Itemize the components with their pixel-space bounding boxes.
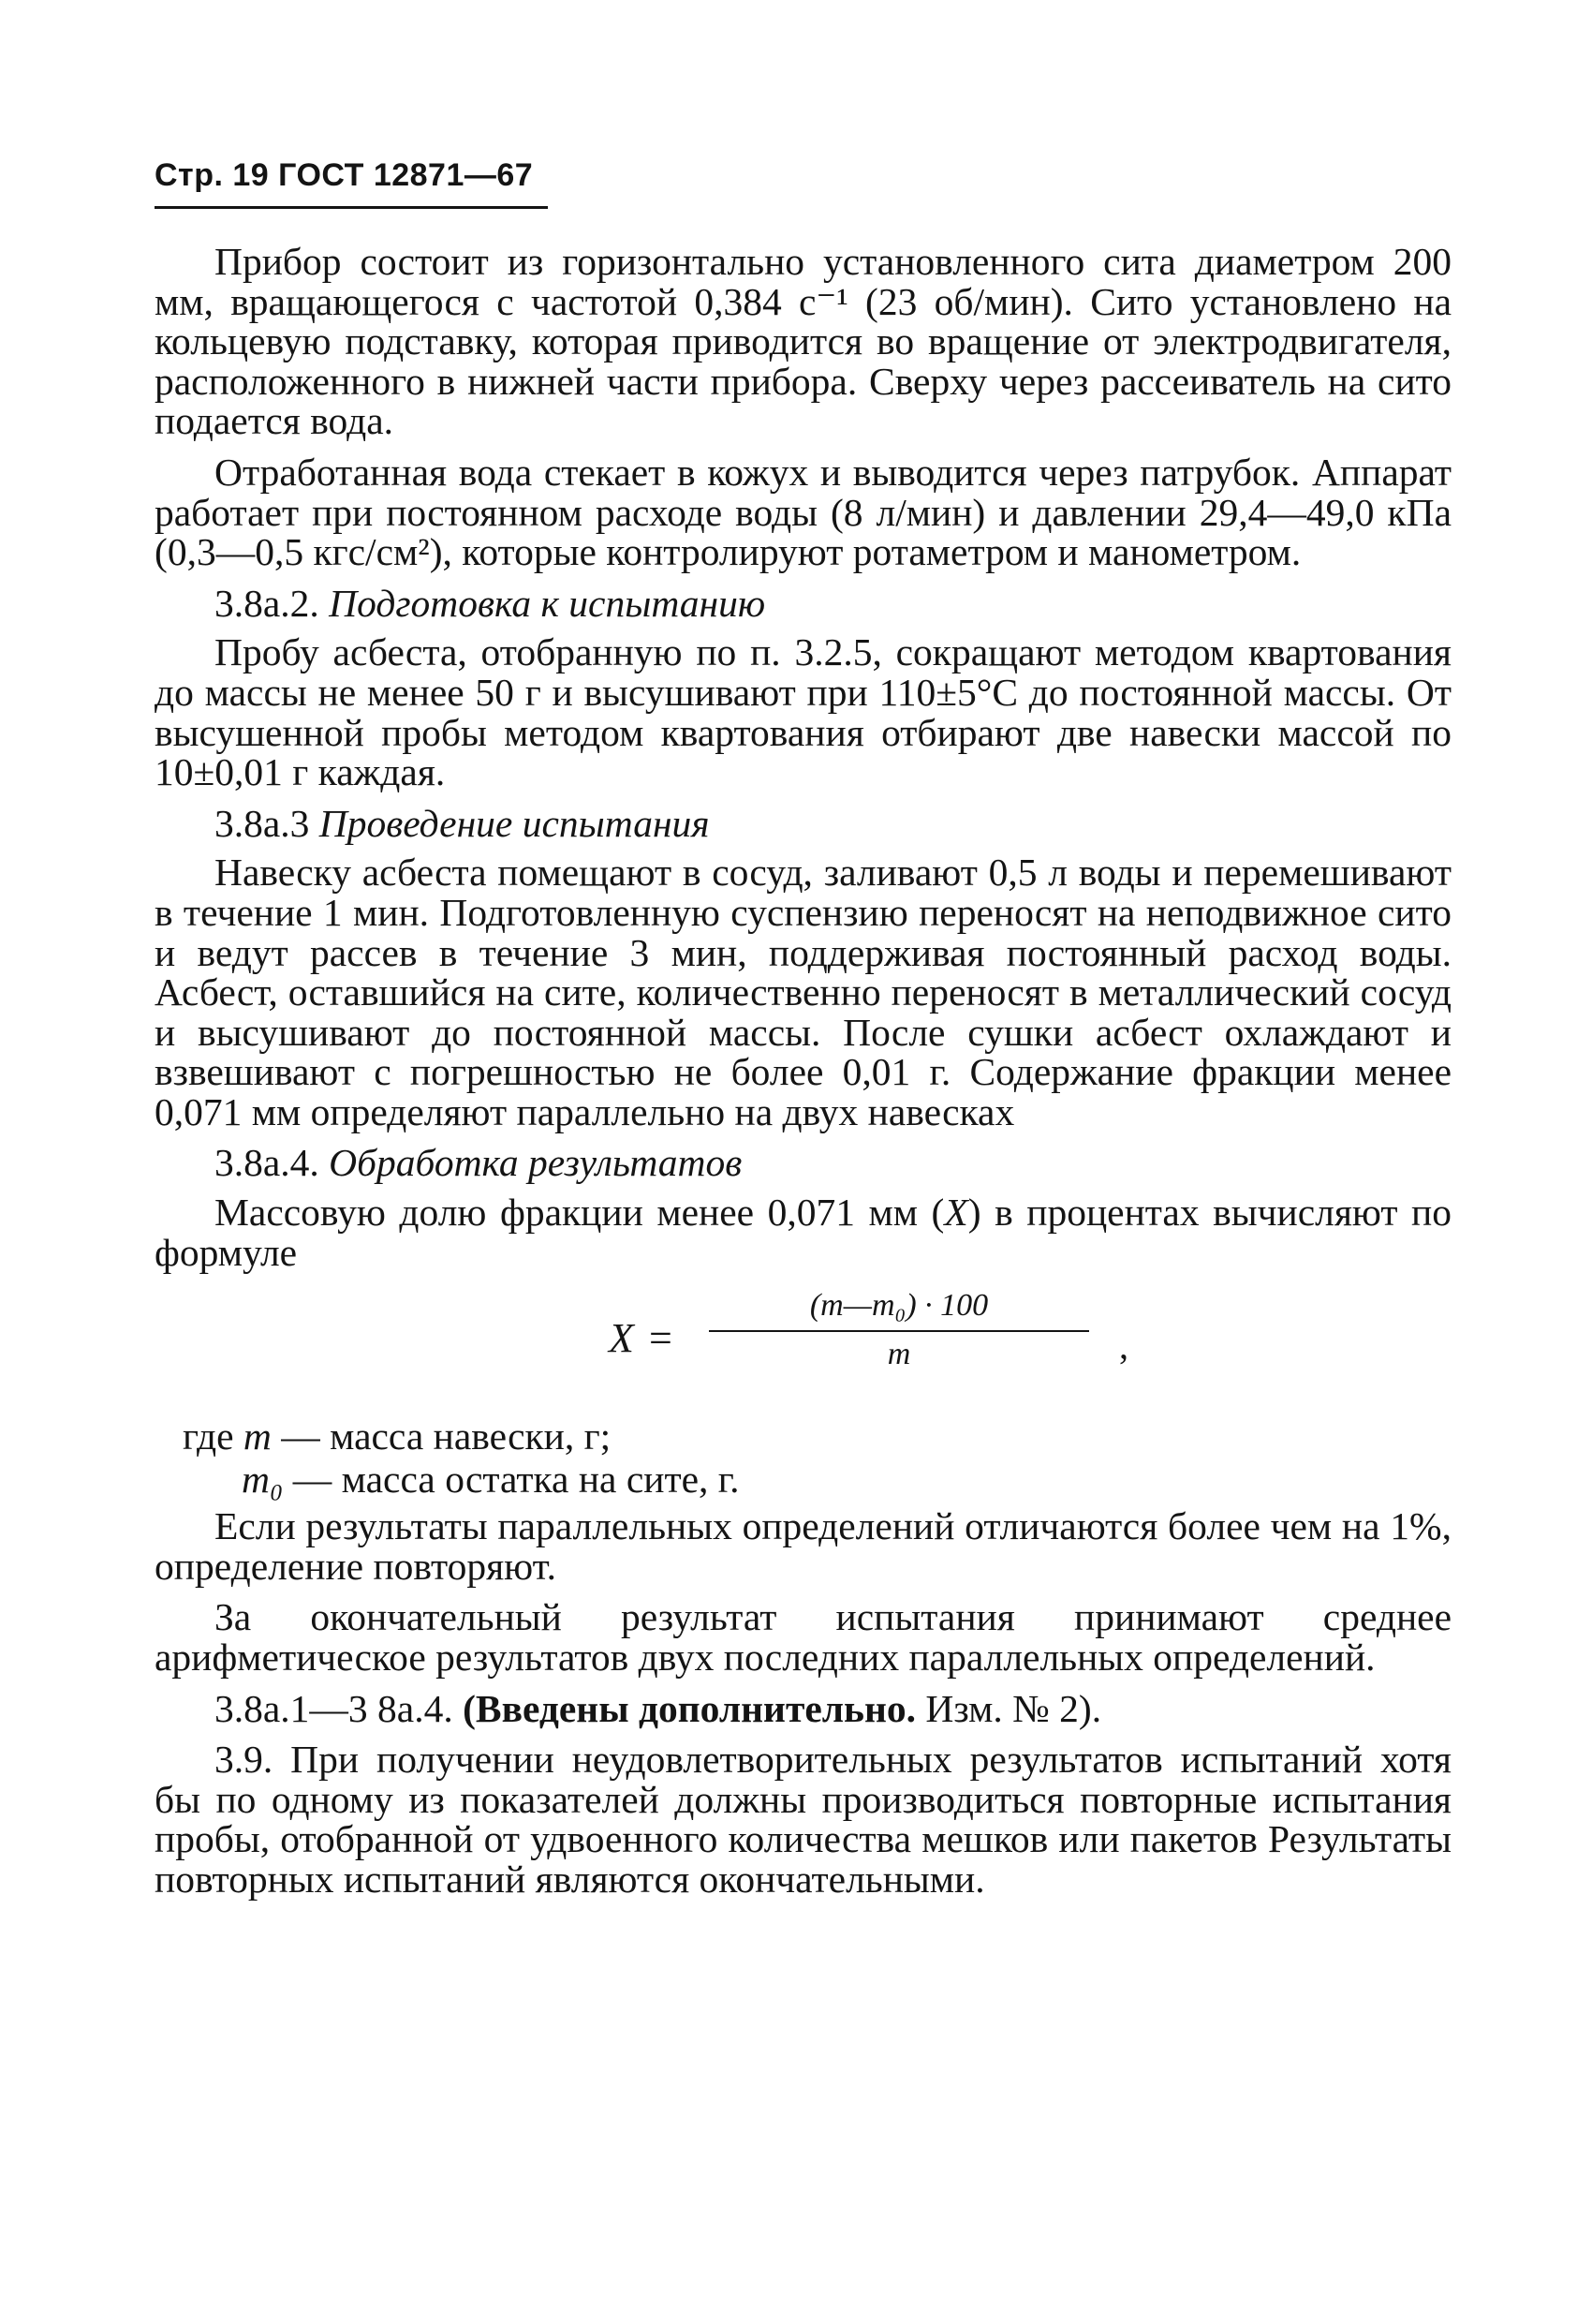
paragraph-device-description: Прибор состоит из горизонтально установленного сита диаметром 200 мм, вращающегося с частотой 0,384 с⁻¹ (23 об/мин). Сито установлено на кольцевую подставку, которая приводится во вращение от электродвигателя, расположенного в нижней части прибора. Сверху через рассеиватель на сито подается вода. [155, 240, 1452, 443]
amendment-change: Изм. № 2). [925, 1686, 1102, 1730]
legend-variable: m₀ [242, 1458, 284, 1502]
section-heading-procedure [155, 801, 1452, 845]
header-rule [155, 206, 548, 209]
paragraph-retest: 3.9. При получении неудовлетворительных результатов испытаний хотя бы по одному из показателей должны производиться повторные испытания пробы, отобранной от удвоенного количества мешков или пакетов Результаты повторных испытаний являются окончательными. [155, 1738, 1452, 1901]
paragraph-sample-preparation: Пробу асбеста, отобранную по п. 3.2.5, сокращают методом квартования до массы не менее 50 г и высушивают при 110±5°С до постоянной массы. От высушенной пробы методом квартования отбирают две навески массой по 10±0,01 г каждая. [155, 630, 1452, 794]
section-number: 3.8а.4. [214, 1141, 319, 1185]
section-number: 3.8а.3 [214, 801, 310, 845]
section-heading-results [155, 1143, 1452, 1183]
formula-block [155, 1285, 1452, 1398]
paragraph-mass-fraction [155, 1192, 1452, 1272]
paragraph-final-result: За окончательный результат испытания принимают среднее арифметическое результатов двух последних параллельных определений. [155, 1595, 1452, 1680]
formula-denominator: m [887, 1337, 911, 1372]
formula-legend [155, 1416, 1452, 1501]
amendment-note: (Введены дополнительно. [463, 1686, 917, 1730]
paragraph-procedure: Навеску асбеста помещают в сосуд, заливают 0,5 л воды и перемешивают в течение 1 мин. Подготовленную суспензию переносят на неподвижное сито и ведут рассев в течение 3 мин, поддерживая постоянный расход воды. Асбест, оставшийся на сите, количественно переносят в металлический сосуд и высушивают до постоянной массы. После сушки асбест охлаждают и взвешивают с погрешностью не более 0,01 г. Содержание фракции менее 0,071 мм определяют параллельно на двух навесках [155, 851, 1452, 1133]
legend-line-m [183, 1416, 611, 1457]
fraction-bar [709, 1330, 1089, 1332]
section-heading-preparation [155, 581, 1452, 625]
legend-prefix: где [183, 1414, 234, 1458]
section-title: Подготовка к испытанию [329, 581, 766, 625]
legend-description: — масса остатка на сите, г. [283, 1458, 740, 1502]
formula-numerator: (m—m₀) · 100 [809, 1288, 989, 1324]
formula-variable: X [944, 1191, 968, 1235]
section-title: Обработка результатов [329, 1141, 743, 1185]
document-body [155, 242, 1452, 1911]
formula-comma: , [1119, 1325, 1128, 1368]
paragraph-water-flow: Отработанная вода стекает в кожух и выводится через патрубок. Аппарат работает при постоянном расходе воды (8 л/мин) и давлении 29,4—49,0 кПа (0,3—0,5 кгс/см²), которые контролируют ротаметром и манометром. [155, 450, 1452, 574]
formula-fraction [698, 1285, 1100, 1373]
text-segment: ) в процентах вычисляют по формуле [155, 1191, 1452, 1274]
section-title: Проведение испытания [318, 801, 710, 845]
paragraph-amendment [155, 1686, 1452, 1730]
paragraph-repeat-condition: Если результаты параллельных определений отличаются более чем на 1%, определение повторяют. [155, 1504, 1452, 1588]
amendment-range: 3.8а.1—3 8а.4. [214, 1686, 453, 1730]
page-header: Стр. 19 ГОСТ 12871—67 [155, 157, 534, 193]
formula-equals: = [649, 1315, 672, 1362]
formula-lhs: X [609, 1315, 634, 1362]
legend-variable: m [243, 1414, 272, 1458]
legend-description: — масса навески, г; [271, 1414, 612, 1458]
section-number: 3.8а.2. [214, 581, 319, 625]
text-segment: Массовую долю фракции менее 0,071 мм ( [214, 1191, 945, 1235]
legend-line-m0 [242, 1459, 740, 1500]
